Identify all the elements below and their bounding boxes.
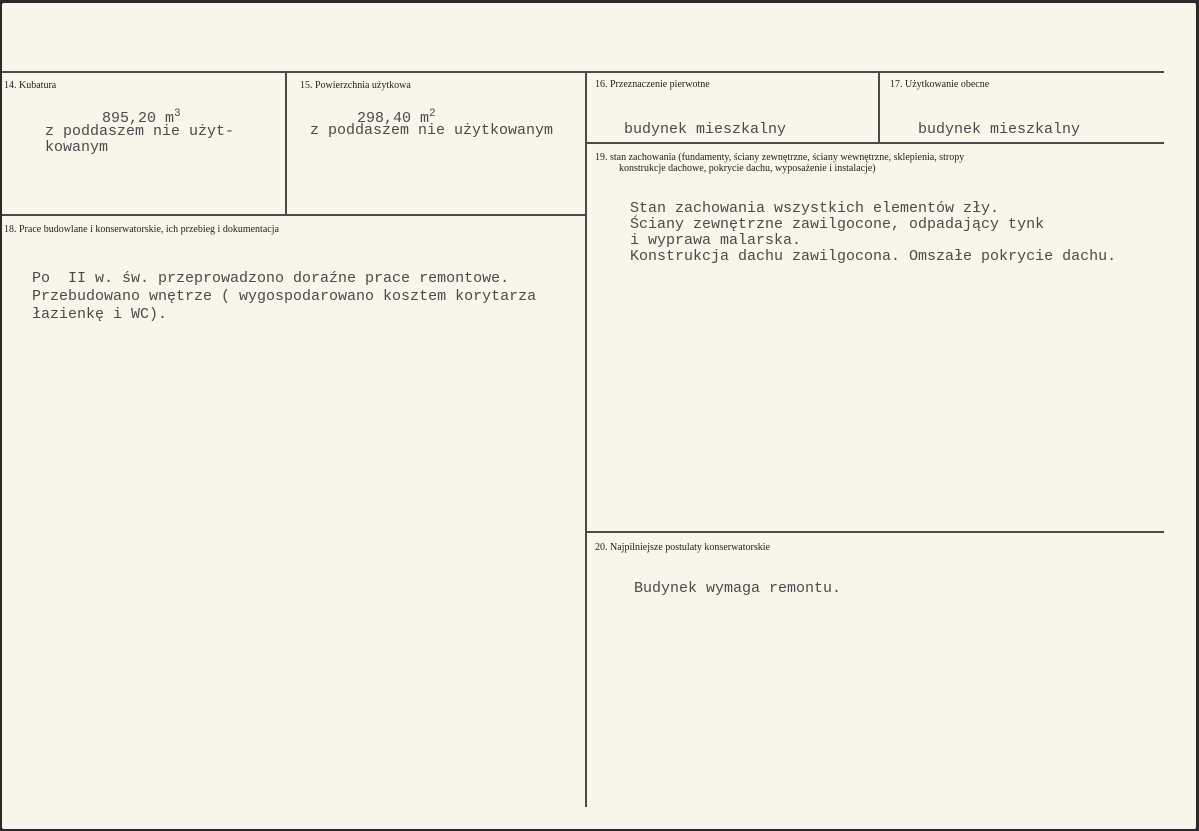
field-14-line-2: kowanym [45, 139, 109, 156]
divider-14-15 [285, 71, 287, 215]
field-14-line-1: z poddaszem nie użyt- [45, 123, 235, 140]
field-14-label: 14. Kubatura [4, 80, 57, 91]
field-15-value-text: 298,40 m [357, 110, 430, 127]
field-18-line-1: Po II w. św. przeprowadzono doraźne prace remontowe. [32, 270, 510, 287]
field-16-value: budynek mieszkalny [624, 121, 787, 138]
field-19-line-4: Konstrukcja dachu zawilgocona. Omszałe pokrycie dachu. [630, 248, 1117, 265]
field-17-label: 17. Użytkowanie obecne [890, 79, 990, 90]
field-15-line-1: z poddaszem nie użytkowanym [310, 122, 554, 139]
field-19-line-1: Stan zachowania wszystkich elementów zły. [630, 200, 1000, 217]
main-divider [585, 71, 587, 807]
field-14-unit-sup: 3 [174, 108, 181, 120]
rule-19-bottom [587, 531, 1164, 533]
field-19-label-line-1: 19. stan zachowania (fundamenty, ściany zewnętrzne, ściany wewnętrzne, sklepienia, stropy [595, 152, 965, 163]
field-19-line-2: Ściany zewnętrzne zawilgocone, odpadający tynk [630, 216, 1045, 233]
field-18-label: 18. Prace budowlane i konserwatorskie, ich przebieg i dokumentacja [4, 224, 279, 235]
field-20-value: Budynek wymaga remontu. [634, 580, 842, 597]
field-15-unit-sup: 2 [429, 108, 436, 120]
field-14-value-text: 895,20 m [102, 110, 175, 127]
top-rule [2, 71, 1164, 73]
field-19-line-3: i wyprawa malarska. [630, 232, 802, 249]
field-16-label: 16. Przeznaczenie pierwotne [595, 79, 710, 90]
record-card [2, 3, 1196, 829]
field-19-label-line-2: konstrukcje dachowe, pokrycie dachu, wyposażenie i instalacje) [619, 163, 876, 174]
field-15-label: 15. Powierzchnia użytkowa [300, 80, 411, 91]
rule-16-17-bottom [587, 142, 1164, 144]
divider-16-17 [878, 71, 880, 143]
field-17-value: budynek mieszkalny [918, 121, 1081, 138]
rule-14-15-bottom [2, 214, 585, 216]
field-18-line-3: łazienkę i WC). [32, 306, 168, 323]
field-18-line-2: Przebudowano wnętrze ( wygospodarowano kosztem korytarza [32, 288, 537, 305]
field-20-label: 20. Najpilniejsze postulaty konserwatorskie [595, 542, 770, 553]
